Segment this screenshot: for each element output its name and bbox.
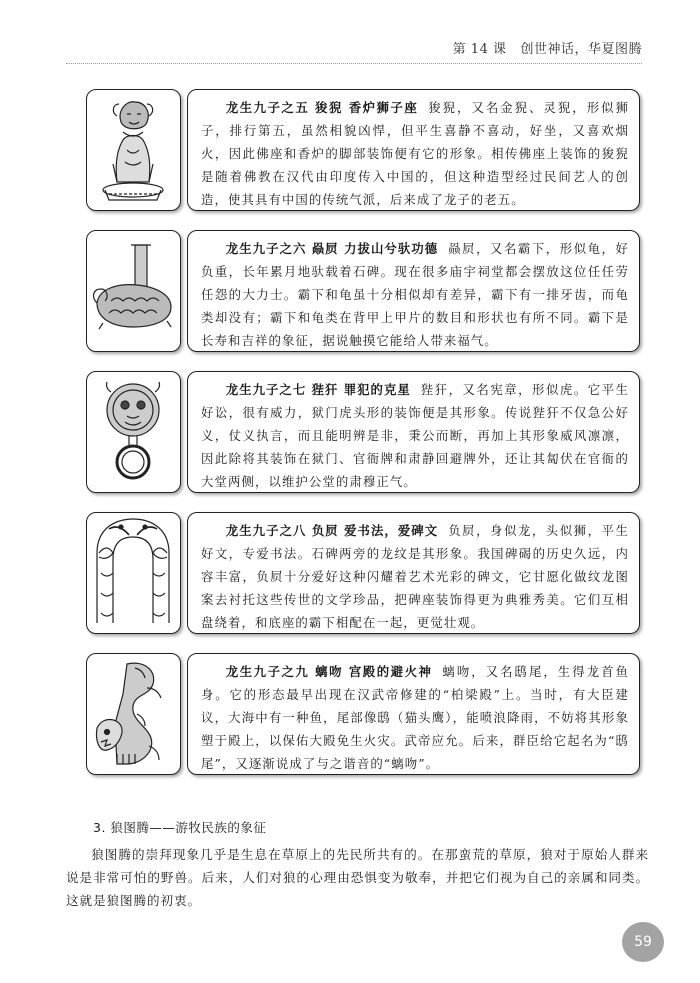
chiwen-illustration-icon — [86, 653, 181, 775]
card-heading: 龙生九子之八 负屃 爱书法，爱碑文 — [225, 523, 439, 538]
header-lesson: 第 14 课 — [452, 42, 507, 57]
running-header — [453, 38, 642, 58]
card-text — [187, 230, 640, 352]
card-bian — [86, 371, 646, 497]
card-text — [187, 653, 640, 775]
card-body: 螭吻，又名鸱尾，生得龙首鱼身。它的形态最早出现在汉武帝修建的“柏梁殿”上。当时，有大臣建议，大海中有一种鱼，尾部像鸱（猫头鹰），能喷浪降雨，不妨将其形象塑于殿上，以保佑大殿免生火灾。武帝应允。后来，群臣给它起名为“鸱尾”，又逐渐说成了与之谐音的“螭吻”。 — [201, 664, 629, 771]
header-title: 创世神话，华夏图腾 — [520, 42, 642, 57]
card-suanni — [86, 89, 646, 215]
section-body: 狼图腾的崇拜现象几乎是生息在草原上的先民所共有的。在那蛮荒的草原，狼对于原始人群来说是非常可怕的野兽。后来，人们对狼的心理由恐惧变为敬奉，并把它们视为自己的亲属和同类。这就是狼图腾的初衷。 — [66, 847, 649, 908]
fuxi-illustration-icon — [86, 512, 181, 634]
card-body: 赑屃，又名霸下，形似龟，好负重，长年累月地驮载着石碑。现在很多庙宇祠堂都会摆放这位任任劳任怨的大力士。霸下和龟虽十分相似却有差异，霸下有一排牙齿，而龟类却没有；霸下和龟类在背甲上甲片的数目和形状也有所不同。霸下是长寿和吉祥的象征，据说触摸它能给人带来福气。 — [201, 241, 629, 348]
card-heading: 龙生九子之六 赑屃 力拔山兮驮功德 — [225, 241, 439, 256]
card-text — [187, 371, 640, 493]
card-bixi — [86, 230, 646, 356]
card-body: 负屃，身似龙，头似狮，平生好文，专爱书法。石碑两旁的龙纹是其形象。我国碑碣的历史久远，内容丰富，负屃十分爱好这种闪耀着艺术光彩的碑文，它甘愿化做纹龙图案去衬托这些传世的文学珍品，把碑座装饰得更为典雅秀美。它们互相盘绕着，和底座的霸下相配在一起，更觉壮观。 — [201, 523, 629, 630]
bian-illustration-icon — [86, 371, 181, 493]
card-body: 狴犴，又名宪章，形似虎。它平生好讼，很有威力，狱门虎头形的装饰便是其形象。传说狴犴不仅急公好义，仗义执言，而且能明辨是非，秉公而断，再加上其形象威风凛凛，因此除将其装饰在狱门、官衙牌和肃静回避牌外，还让其匐伏在官衙的大堂两侧，以维护公堂的肃穆正气。 — [201, 382, 629, 489]
card-heading: 龙生九子之五 狻猊 香炉狮子座 — [225, 100, 419, 115]
card-heading: 龙生九子之七 狴犴 罪犯的克星 — [225, 382, 411, 397]
page-number-badge: 59 — [622, 922, 664, 962]
card-text — [187, 512, 640, 634]
card-fuxi — [86, 512, 646, 638]
section-title: 3. 狼图腾——游牧民族的象征 — [93, 820, 267, 835]
card-chiwen — [86, 653, 646, 779]
suanni-illustration-icon — [86, 89, 181, 211]
card-body: 狻猊，又名金猊、灵猊，形似狮子，排行第五，虽然相貌凶悍，但平生喜静不喜动，好坐，又喜欢烟火，因此佛座和香炉的脚部装饰便有它的形象。相传佛座上装饰的狻猊是随着佛教在汉代由印度传入中国的，但这种造型经过民间艺人的创造，使其具有中国的传统气派，后来成了龙子的老五。 — [201, 100, 629, 207]
header-divider — [66, 63, 642, 64]
bixi-illustration-icon — [86, 230, 181, 352]
card-heading: 龙生九子之九 螭吻 宫殿的避火神 — [225, 664, 433, 679]
card-text — [187, 89, 640, 211]
